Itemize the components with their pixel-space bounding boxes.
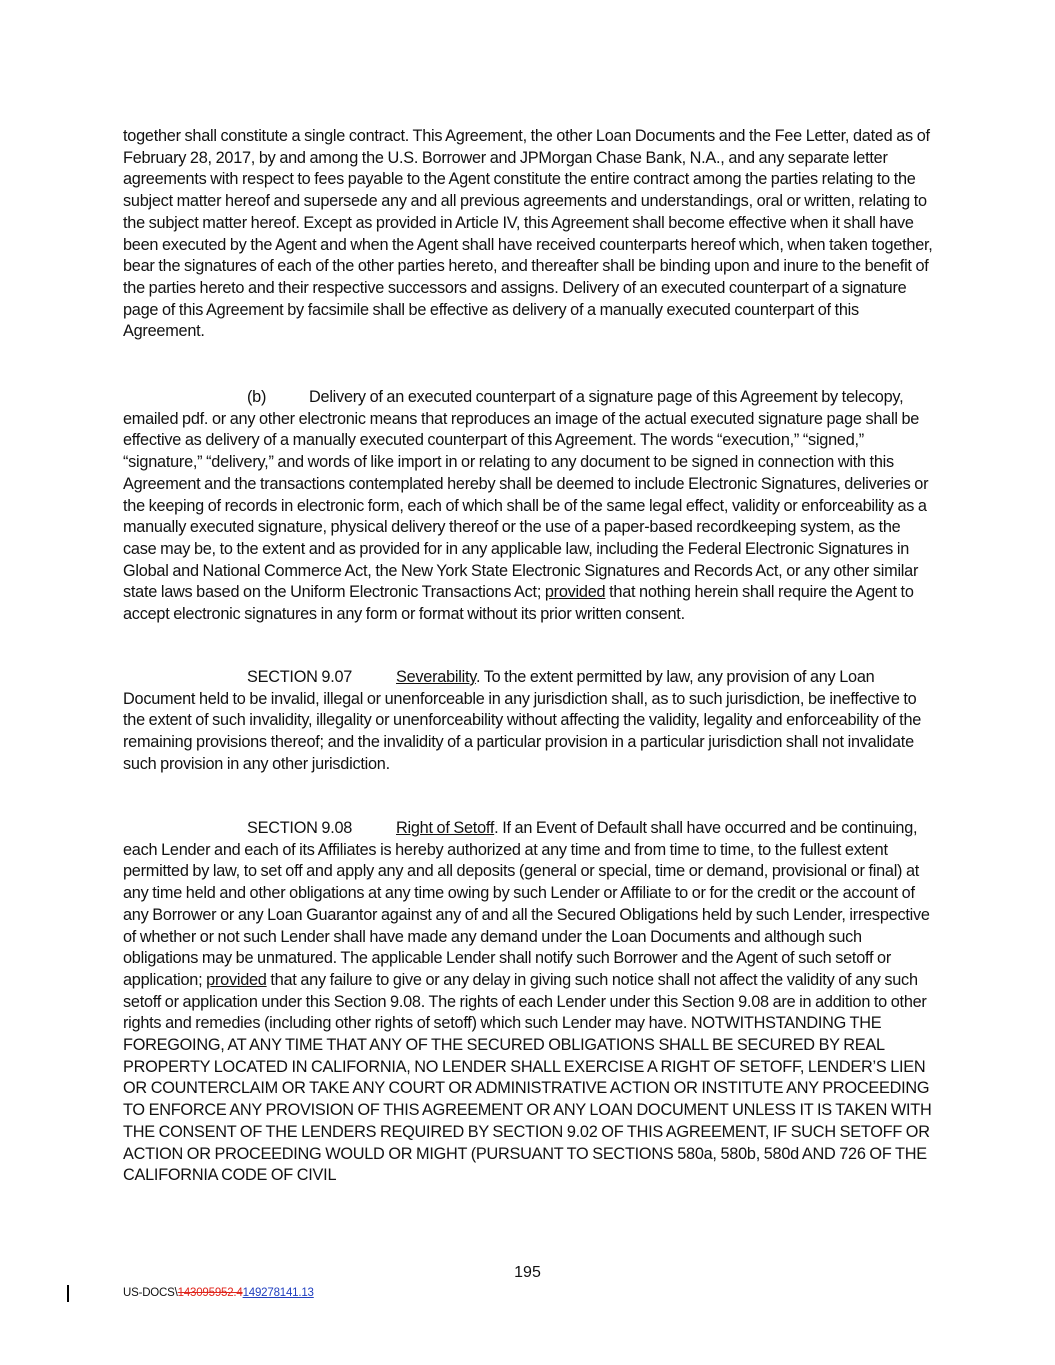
section-9-07-number: SECTION 9.07 — [247, 668, 353, 686]
paragraph-b-label: (b) — [247, 388, 267, 406]
document-id-prefix: US-DOCS\ — [123, 1287, 178, 1299]
section-9-08-text: . If an Event of Default shall have occurred and be continuing, each Lender and each of its Affiliates is hereby authorized at any time and from time to time, to the fullest extent permitted by law, to set off and apply any and all deposits (general or special, time or demand, provisional or final) at any time held and other obligations at any time owing by such Lender or Affiliate to or for the credit or the account of any Borrower or any Loan Guarantor against any of and all the Secured Obligations held by such Lender, irrespective of whether or not such Lender shall have made any demand under the Loan Documents and although such obligations may be unmatured. The applicable Lender shall notify such Borrower and the Agent of such setoff or application; — [123, 819, 930, 989]
inserted-document-id: 149278141.13 — [242, 1287, 314, 1299]
provided-term: provided — [544, 583, 606, 602]
provided-term: provided — [206, 970, 267, 989]
section-9-07 — [123, 667, 933, 776]
section-9-07-text: . To the extent permitted by law, any provision of any Loan Document held to be invalid, illegal or unenforceable in any jurisdiction shall, as to such jurisdiction, be ineffective to the extent of such invalidity, illegality or unenforceability without affecting the validity, legality and enforceability of the remaining provisions thereof; and the invalidity of a particular provision in a particular jurisdiction shall not invalidate such provision in any other jurisdiction. — [123, 668, 922, 773]
section-9-08 — [123, 818, 933, 1187]
change-bar — [67, 1285, 69, 1302]
deleted-document-id: 143095952.4 — [177, 1287, 243, 1299]
paragraph-b — [123, 387, 933, 626]
page-number: 195 — [514, 1264, 541, 1281]
section-9-08-number: SECTION 9.08 — [247, 819, 353, 837]
paragraph-b-text-end: that nothing herein shall require the Agent to accept electronic signatures in any form or format without its prior written consent. — [123, 583, 914, 624]
document-id-footer — [123, 1287, 314, 1299]
section-9-08-text-end: that any failure to give or any delay in giving such notice shall not affect the validity of any such setoff or application under this Section 9.08. The rights of each Lender under this Section 9.08 are in addition to other rights and remedies (including other rights of setoff) which such Lender may have. NOTWITHSTANDING THE FOREGOING, AT ANY TIME THAT ANY OF THE SECURED OBLIGATIONS SHALL BE SECURED BY REAL PROPERTY LOCATED IN CALIFORNIA, NO LENDER SHALL EXERCISE A RIGHT OF SETOFF, LENDER’S LIEN OR COUNTERCLAIM OR TAKE ANY COURT OR ADMINISTRATIVE ACTION OR INSTITUTE ANY PROCEEDING TO ENFORCE ANY PROVISION OF THIS AGREEMENT OR ANY LOAN DOCUMENT UNLESS IT IS TAKEN WITH THE CONSENT OF THE LENDERS REQUIRED BY SECTION 9.02 OF THIS AGREEMENT, IF SUCH SETOFF OR ACTION OR PROCEEDING WOULD OR MIGHT (PURSUANT TO SECTIONS 580a, 580b, 580d AND 726 OF THE CALIFORNIA CODE OF CIVIL — [123, 970, 932, 1185]
continuation-paragraph: together shall constitute a single contract. This Agreement, the other Loan Documents and the Fee Letter, dated as of February 28, 2017, by and among the U.S. Borrower and JPMorgan Chase Bank, N.A., and any separate letter agreements with respect to fees payable to the Agent constitute the entire contract among the parties relating to the subject matter hereof and supersede any and all previous agreements and understandings, oral or written, relating to the subject matter hereof. Except as provided in Article IV, this Agreement shall become effective when it shall have been executed by the Agent and when the Agent shall have received counterparts hereof which, when taken together, bear the signatures of each of the other parties hereto, and thereafter shall be binding upon and inure to the benefit of the parties hereto and their respective successors and assigns. Delivery of an executed counterpart of a signature page of this Agreement by facsimile shall be effective as delivery of a manually executed counterpart of this Agreement. — [123, 127, 933, 341]
section-9-07-heading: Severability — [396, 668, 476, 686]
paragraph-b-text: Delivery of an executed counterpart of a signature page of this Agreement by telecopy, emailed pdf. or any other electronic means that reproduces an image of the actual executed signature page shall be effective as delivery of a manually executed counterpart of this Agreement. The words “execution,” “signed,” “signature,” “delivery,” and words of like import in or relating to any document to be signed in connection with this Agreement and the transactions contemplated hereby shall be deemed to include Electronic Signatures, deliveries or the keeping of records in electronic form, each of which shall be of the same legal effect, validity or enforceability as a manually executed signature, physical delivery thereof or the use of a paper-based recordkeeping system, as the case may be, to the extent and as provided for in any applicable law, including the Federal Electronic Signatures in Global and National Commerce Act, the New York State Electronic Signatures and Records Act, or any other similar state laws based on the Uniform Electronic Transactions Act; — [123, 388, 929, 602]
section-9-08-heading: Right of Setoff — [396, 819, 495, 837]
